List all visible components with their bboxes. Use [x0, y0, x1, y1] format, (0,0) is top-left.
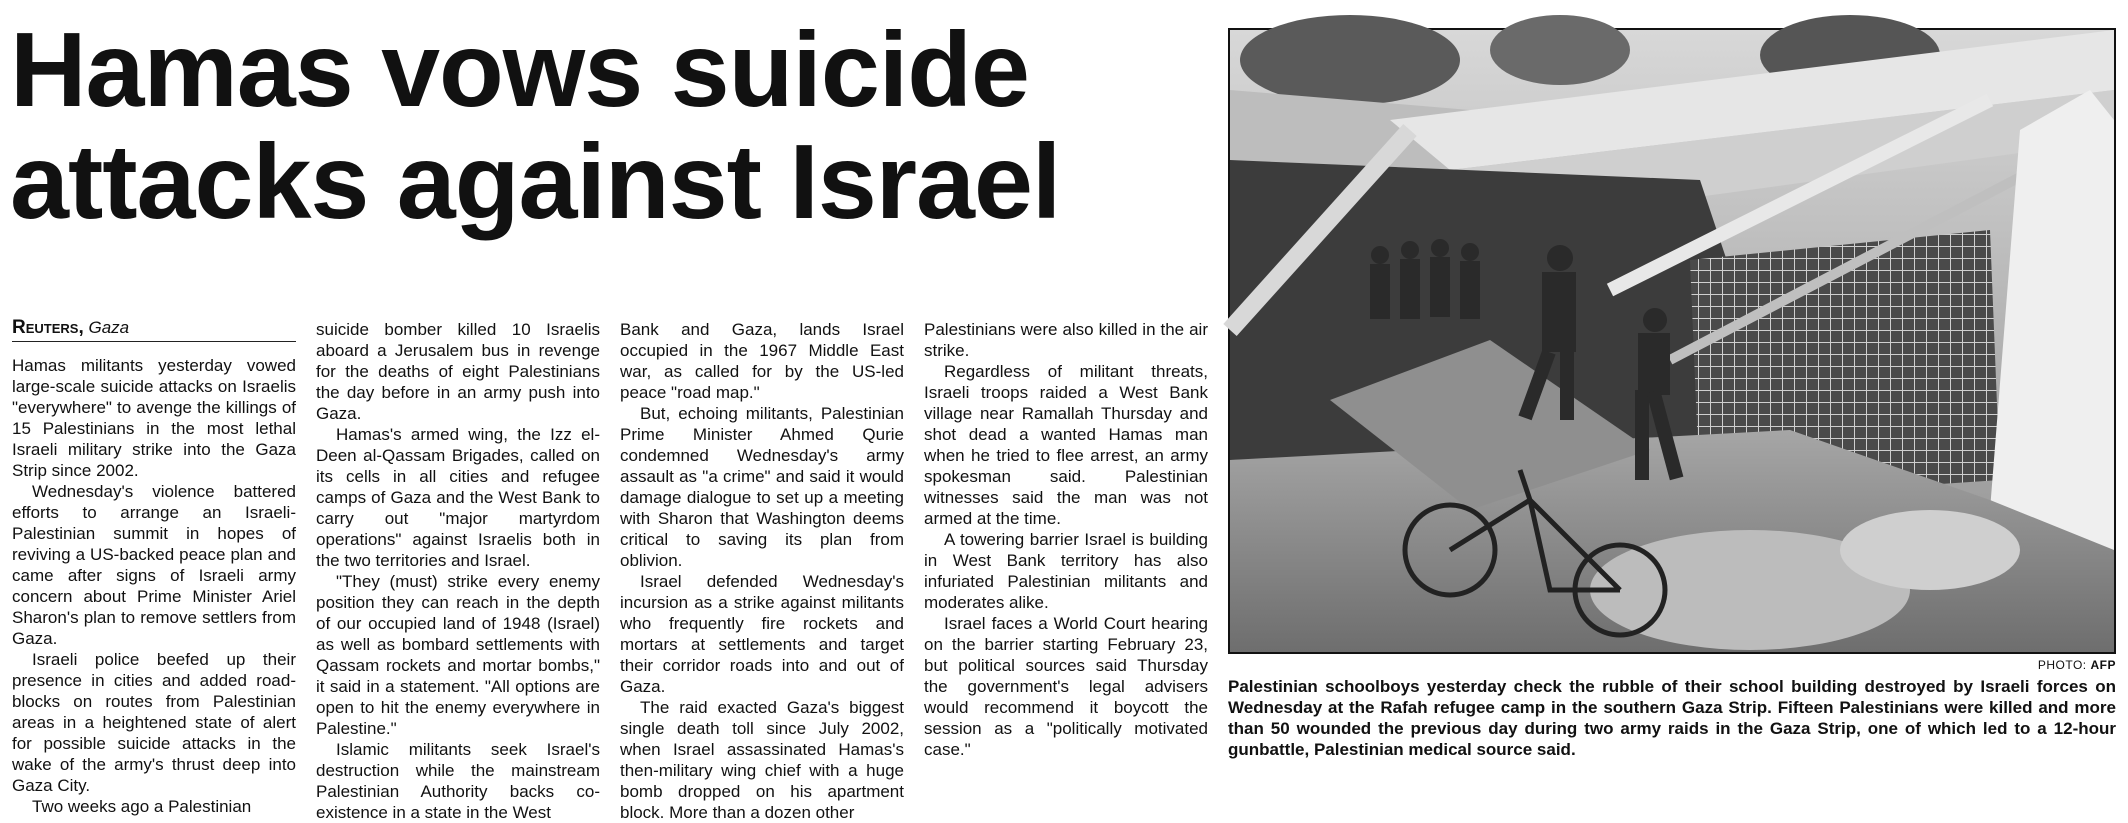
headline	[10, 11, 1210, 241]
photo-credit-agency: AFP	[2090, 658, 2116, 672]
article-paragraph: The raid exacted Gaza's biggest single death toll since July 2002, when Israel assassinated Hamas's then-military wing chief with a huge bomb dropped on his apartment block. More than a dozen other	[620, 698, 904, 822]
photo-caption: Palestinian schoolboys yesterday check the rubble of their school building destroyed by Israeli forces on Wednesday at the Rafah refugee camp in the southern Gaza Strip. Fifteen Palestinians were killed and more than 50 wounded the previous day during two army raids in the Gaza Strip, one of which led to a 12-hour gunbattle, Palestinian medical source said.	[1228, 677, 2116, 759]
article-paragraph: suicide bomber killed 10 Israelis aboard a Jerusalem bus in revenge for the deaths of eight Palestinians the day before in an army push into Gaza.	[316, 320, 600, 423]
article-column-1	[12, 355, 296, 816]
article-paragraph: Regardless of militant threats, Israeli troops raided a West Bank village near Ramallah Thursday and shot dead a wanted Hamas man when he tried to flee arrest, an army spokesman said. Palestinian witnesses said the man was not armed at the time.	[924, 362, 1208, 528]
article-column-2	[316, 319, 600, 822]
article-column-3	[620, 319, 904, 822]
article-paragraph: Islamic militants seek Israel's destruction while the mainstream Palestinian Authority backs co-existence in a state in the West	[316, 740, 600, 822]
article-paragraph: Bank and Gaza, lands Israel occupied in the 1967 Middle East war, as called for by the US-led peace "road map."	[620, 320, 904, 402]
photo-credit	[1228, 658, 2116, 672]
article-paragraph: Palestinians were also killed in the air strike.	[924, 320, 1208, 360]
news-photo	[1228, 28, 2116, 654]
article-paragraph: Wednesday's violence battered efforts to arrange an Israeli-Palestinian summit in hopes of reviving a US-backed peace plan and came after signs of Israeli army concern about Prime Minister Ariel Sharon's plan to remove settlers from Gaza.	[12, 482, 296, 648]
article-paragraph: Two weeks ago a Palestinian	[32, 797, 252, 816]
article-paragraph: Israel faces a World Court hearing on the barrier starting February 23, but political sources said Thursday the government's legal advisers would recommend it boycott the session as a "politically motivated case."	[924, 614, 1208, 759]
rubble-photo-illustration	[1230, 30, 2114, 652]
article-paragraph: Israel defended Wednesday's incursion as a strike against militants who frequently fire rockets and mortars at settlements and target their corridor roads into and out of Gaza.	[620, 572, 904, 696]
byline-agency: Reuters,	[12, 317, 84, 338]
byline-place: Gaza	[88, 318, 130, 337]
headline-line-2: attacks against Israel	[10, 123, 1061, 241]
article-paragraph: A towering barrier Israel is building in West Bank territory has also infuriated Palestinian militants and moderates alike.	[924, 530, 1208, 612]
article-paragraph: Israeli police beefed up their presence in cities and added road-blocks on routes from Palestinian areas in a heightened state of alert for possible suicide attacks in the wake of the army's thrust deep into Gaza City.	[12, 650, 296, 795]
headline-line-1: Hamas vows suicide	[10, 11, 1029, 129]
byline	[12, 318, 296, 342]
article-column-4	[924, 319, 1208, 759]
article-paragraph: "They (must) strike every enemy position they can reach in the depth of our occupied land of 1948 (Israel) as well as bombard settlements with Qassam rockets and mortar bombs," it said in a statement. "All options are open to hit the enemy everywhere in Palestine."	[316, 572, 600, 738]
photo-credit-label: PHOTO:	[2037, 658, 2087, 672]
article-paragraph: Hamas militants yesterday vowed large-scale suicide attacks on Israelis "everywhere" to avenge the killings of 15 Palestinians in the most lethal Israeli military strike into the Gaza Strip since 2002.	[12, 356, 296, 480]
article-paragraph: Hamas's armed wing, the Izz el-Deen al-Qassam Brigades, called on its cells in all cities and refugee camps of Gaza and the West Bank to carry out "major martyrdom operations" against Israelis both in the two territories and Israel.	[316, 425, 600, 570]
article-paragraph: But, echoing militants, Palestinian Prime Minister Ahmed Qurie condemned Wednesday's army assault as "a crime" and said it would damage dialogue to set up a meeting with Sharon that Washington deems critical to saving its plan from oblivion.	[620, 404, 904, 570]
